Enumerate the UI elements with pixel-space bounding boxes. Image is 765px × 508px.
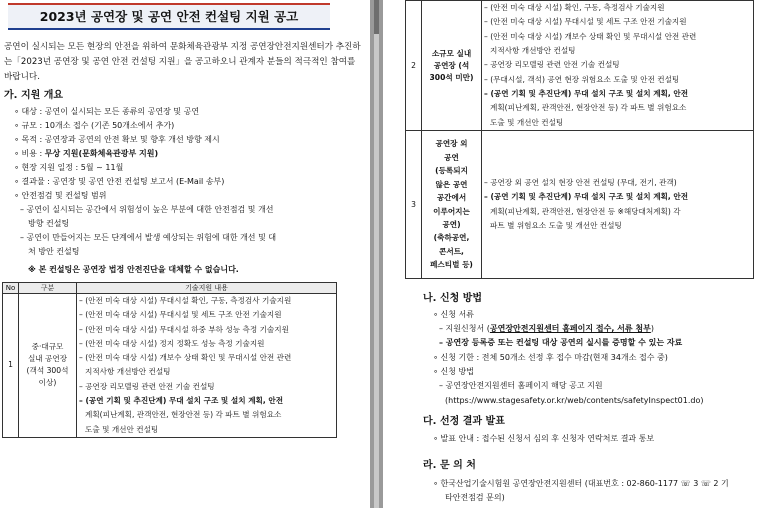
scope-item-1-cont: 방향 컨설팅 <box>28 219 70 228</box>
content-line: 도출 및 개선안 컨설팅 <box>85 424 159 434</box>
apply-doc-1-bold: 공연장안전지원센터 홈페이지 접수, 서류 첨부 <box>489 324 651 333</box>
table-row <box>406 131 754 279</box>
category-line: 공연) <box>442 219 461 229</box>
apply-doc-2: – 공연장 등록증 또는 컨설팅 대상 공연의 실시를 증명할 수 있는 자료 <box>439 338 683 347</box>
document-page-left <box>0 0 370 508</box>
document-page-right <box>383 0 765 508</box>
category-line: 콘서트, <box>439 246 464 256</box>
content-line: – (안전 미숙 대상 시설) 무대시설 및 세트 구조 안전 기술지원 <box>79 310 282 320</box>
content-line: – (안전 미숙 대상 시설) 무대시설 및 세트 구조 안전 기술지원 <box>484 17 687 27</box>
apply-doc-1 <box>439 323 654 334</box>
overview-cost <box>14 148 158 159</box>
content-line: – (공연 기획 및 추진단계) 무대 설치 구조 및 설치 계획, 안전 <box>484 192 689 202</box>
header-content: 기술지원 내용 <box>77 283 337 294</box>
table-header-row <box>3 283 337 294</box>
content-line: – (무대시설, 객석) 공연 현장 위험요소 도출 및 안전 컨설팅 <box>484 74 680 84</box>
category-line: 300석 미만) <box>429 72 474 82</box>
row-content <box>482 131 754 279</box>
category-line: 공연 <box>444 152 459 162</box>
cost-label: ∘ 비용 : <box>14 149 45 158</box>
category-line: (축하공연, <box>433 233 470 243</box>
section-heading-overview: 가. 지원 개요 <box>4 90 64 101</box>
apply-method: ∘ 신청 방법 <box>433 367 475 376</box>
row-category <box>422 131 482 279</box>
content-line: 계획(피난계획, 관객안전, 현장안전 등) 각 파트 별 위험요소 <box>85 410 282 420</box>
content-line: – (안전 미숙 대상 시설) 정지 정확도 성능 측정 기술지원 <box>79 338 265 348</box>
apply-doc-1-prefix: – 지원신청서 ( <box>439 324 490 333</box>
intro-paragraph: 공연이 실시되는 모든 현장의 안전을 위하여 문화체육관광부 지정 공연장안전지원센터가 추진하는「2023년 공연장 및 공연 안전 컨설팅 지원」을 공고하오니 관계자 분들의 적극적인 참여를 바랍니다. <box>4 42 361 82</box>
row-content <box>77 294 337 438</box>
category-line: (객석 300석 <box>26 366 69 376</box>
overview-schedule: ∘ 현장 지원 일정 : 5월 ~ 11월 <box>14 163 124 172</box>
scrollbar-thumb[interactable] <box>374 0 379 34</box>
content-line: – (안전 미숙 대상 시설) 개보수 상태 확인 및 무대시설 안전 관련 <box>484 31 697 41</box>
category-line: 중·대규모 <box>31 342 64 352</box>
content-line: 계획(피난계획, 관객안전, 현장안전 등) 각 파트 별 위험요소 <box>490 103 687 113</box>
table-row <box>3 294 337 438</box>
table-row <box>406 1 754 131</box>
header-no: No <box>3 283 19 294</box>
contact-line-2: 타안전점검 문의) <box>445 493 505 502</box>
content-line: – 공연장 리모델링 관련 안전 기술 컨설팅 <box>79 381 215 391</box>
section-heading-contact: 라. 문 의 처 <box>423 460 476 471</box>
apply-method-item: – 공연장안전지원센터 홈페이지 해당 공고 지원 <box>439 381 603 390</box>
scope-item-1: – 공연이 실시되는 공간에서 위험성이 높은 부분에 대한 안전점검 및 개선 <box>20 205 274 214</box>
content-line: 지적사항 개선방안 컨설팅 <box>85 367 171 377</box>
row-category <box>422 1 482 131</box>
overview-scope: ∘ 안전점검 및 컨설팅 범위 <box>14 191 107 200</box>
content-line: – (공연 기획 및 추진단계) 무대 설치 구조 및 설치 계획, 안전 <box>79 396 284 406</box>
overview-scale: ∘ 규모 : 10개소 접수 (기존 50개소에서 추가) <box>14 121 175 130</box>
section-heading-results: 다. 선정 결과 발표 <box>423 416 505 427</box>
category-line: 페스티벌 등) <box>430 260 473 270</box>
category-line: 소규모 실내 <box>431 48 472 58</box>
row-number: 2 <box>406 1 422 131</box>
row-number: 1 <box>3 294 19 438</box>
scope-item-2-cont: 처 방안 컨설팅 <box>28 247 80 256</box>
vertical-scrollbar[interactable] <box>374 0 379 508</box>
category-line: 실내 공연장 <box>27 354 68 364</box>
overview-target: ∘ 대상 : 공연이 실시되는 모든 종류의 공연장 및 공연 <box>14 107 200 116</box>
content-line: – (안전 미숙 대상 시설) 개보수 상태 확인 및 무대시설 안전 관련 <box>79 353 292 363</box>
overview-deliverable: ∘ 결과물 : 공연장 및 공연 안전 컨설팅 보고서 (E-Mail 송부) <box>14 177 225 186</box>
contact-line-1: ∘ 한국산업기술시험원 공연장안전지원센터 (대표번호 : 02-860-1177 ☏ 3 ☏ 2 기 <box>433 479 729 488</box>
apply-doc-1-suffix: ) <box>650 324 654 333</box>
content-line: – (공연 기획 및 추진단계) 무대 설치 구조 및 설치 계획, 안전 <box>484 88 689 98</box>
apply-deadline: ∘ 신청 기한 : 전체 50개소 선정 후 접수 마감(현재 34개소 접수 중) <box>433 353 668 362</box>
content-line: – (안전 미숙 대상 시설) 무대시설 하중 부하 성능 측정 기술지원 <box>79 324 289 334</box>
category-line: 이상) <box>38 378 57 388</box>
content-line: – (안전 미숙 대상 시설) 무대시설 확인, 구동, 측정검사 기술지원 <box>79 296 292 305</box>
content-line: 도출 및 개선안 컨설팅 <box>490 117 564 127</box>
category-line: 공연장 (석 <box>433 60 470 70</box>
category-line: 공간에서 <box>436 193 467 203</box>
category-line: 이루어지는 <box>433 206 470 216</box>
support-table-left <box>2 282 337 438</box>
header-category: 구분 <box>19 283 77 294</box>
content-line: 지적사항 개선방안 컨설팅 <box>490 46 576 56</box>
category-line: 공연장 외 <box>435 139 468 149</box>
category-line: 않은 공연 <box>435 179 468 189</box>
content-line: 파트 별 위험요소 도출 및 개선안 컨설팅 <box>490 220 622 230</box>
notice-remark: ※ 본 컨설팅은 공연장 법정 안전진단을 대체할 수 없습니다. <box>28 265 239 274</box>
cost-value: 무상 지원(문화체육관광부 지원) <box>44 149 159 158</box>
scope-item-2: – 공연이 만들어지는 모든 단계에서 발생 예상되는 위험에 대한 개선 및 대 <box>20 233 277 242</box>
content-line: 계획(피난계획, 관객안전, 현장안전 등 ※해당대처계획) 각 <box>490 206 681 216</box>
overview-purpose: ∘ 목적 : 공연장과 공연의 안전 확보 및 향후 개선 방향 제시 <box>14 135 220 144</box>
row-number: 3 <box>406 131 422 279</box>
content-line: – (안전 미숙 대상 시설) 확인, 구동, 측정검사 기술지원 <box>484 3 665 13</box>
section-heading-apply: 나. 신청 방법 <box>423 293 483 304</box>
results-announcement: ∘ 발표 안내 : 접수된 신청서 심의 후 신청자 연락처로 결과 통보 <box>433 434 655 443</box>
content-line: – 공연장 리모델링 관련 안전 기술 컨설팅 <box>484 60 620 70</box>
row-content <box>482 1 754 131</box>
notice-title: 2023년 공연장 및 공연 안전 컨설팅 지원 공고 <box>8 3 330 30</box>
apply-url-link[interactable]: (https://www.stagesafety.or.kr/web/contents/safetyInspect01.do) <box>445 396 704 405</box>
content-line: – 공연장 외 공연 설치 현장 안전 컨설팅 (무대, 전기, 관객) <box>484 177 677 187</box>
support-table-right <box>405 0 754 279</box>
apply-documents: ∘ 신청 서류 <box>433 310 475 319</box>
row-category <box>19 294 77 438</box>
category-line: (등록되지 <box>435 166 468 176</box>
